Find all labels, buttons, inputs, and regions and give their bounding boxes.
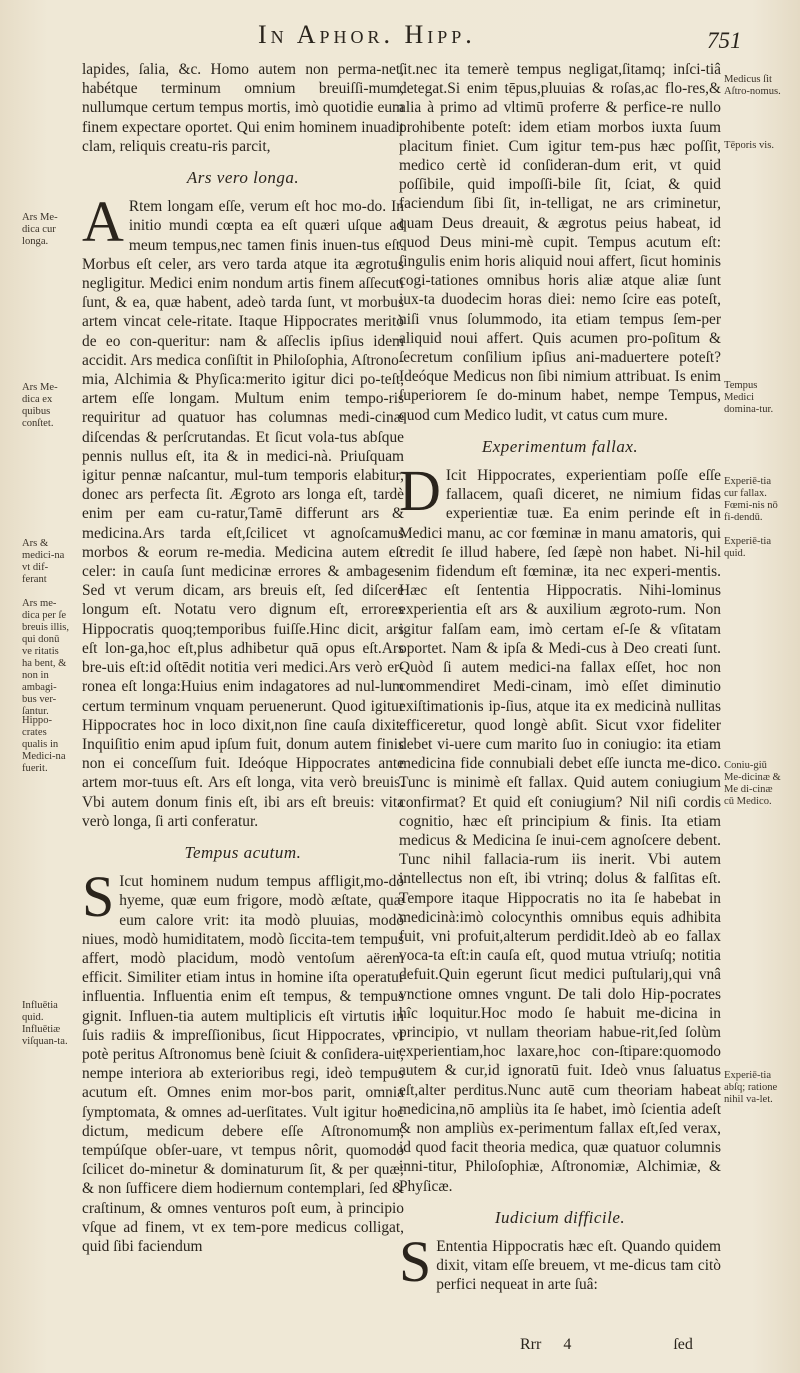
signature-number: 4 [563,1336,572,1353]
margin-note-right: Tempus Medici domina-tur. [724,380,774,415]
left-column [82,60,404,1256]
signature-mark: Rrr [520,1336,542,1353]
running-head: In Aphor. Hipp. [258,20,476,49]
catchword: ſed [673,1336,693,1353]
section-heading-experimentum-fallax: Experimentum fallax. [481,436,639,456]
margin-note-left: Influētia quid. Influētiæ viſquan-ta. [22,1000,68,1047]
margin-note-left: Ars & medici-na vt dif-ferant [22,538,65,585]
margin-note-right: Tēporis vis. [724,140,775,151]
left-paragraph-3: SIcut hominem nudum tempus affligit,mo-dò hyeme, quæ eum frigore, modò æſtate, quæ eum calore vrit: ita modò pluuias, modò niues, modò humiditatem, modò ſiccita-tem tempus affert, modò placidum, modò ventoſum aërem efficit. Similiter etiam intus in homine iſta operatur influentia. Influentia enim eſt tempus, & tempus gignit. Influen-tia autem multiplicis eſt virtutis in ſuis radiis & impreſſionibus, ſicut Hippocrates, vt potè peritus Aſtronomus benè ſciuit & conſidera-uit, nempe interiora ab exterioribus regi, ideò tempus acutum eſt. Omnes enim mor-bos parit, omnia ſymptomata, & omnes ad-uerſitates. Vult igitur hoc dictum, medicum debere eſſe Aſtronomum, tempúſque obſer-uare, vt tempus nôrit, quomodo ſcilicet do-minetur & dominaturum ſit, & per quæ; & non ſufficere diem hodiernum contemplari, ſed & craſtinum, & omnes venturos poſt eum, à principio vſque ad finem, vt ex tem-pore medicus colligat, quid ſibi faciendum [82,864,404,1255]
margin-note-right: Medicus ſit Aſtro-nomus. [724,74,781,97]
page-footer [520,1336,711,1354]
margin-note-left: Ars Me-dica ex quibus conſtet. [22,382,58,429]
section-heading-ars-longa: Ars vero longa. [186,168,300,188]
page-number: 751 [707,28,742,53]
margin-note-right: Experiē-tia abſq; ratione nihil va-let. [724,1070,778,1105]
right-paragraph-1: ſit.nec ita temerè tempus negligat,ſitamq; inſci-tiâ detegat.Si enim tēpus,pluuias & roſas,ac flo-res,& alia à primo ad vltimū proferre & perfice-re nullo prohibente poteſt: idem etiam morbos iuxta ſuum placitum finiet. Cum igitur tem-pus hæc poſſit, medico certè id conſideran-dum erit, vt quid poſſibile, quid impoſſi-bile ſit, ſciat, & quid faciendum ſibi ſit, in-telligat, ne ars criminetur, quam Deus dreauit, & ægrotus peius habeat, id quod Deus mini-mè cupit. Tempus acutum eſt: ſingulis enim horis aliquid noui affert, ſicut hominis cogi-tationes omnibus horis aliæ atque aliæ ſunt iux-ta duodecim horas diei: nemo ſcire eas poteſt, niſi vnus ſolummodo, ita etiam tempus ſem-per aliquid noui affert. Quis acumen pro-poſitum & ſecretum conſilium ipſius ani-maduertere poteſt? Ideóque Medicus non ſibi nimium attribuat. Is enim ſuperiorem ſe do-minum habet, nempe Tempus, quod cum Medico ludit, vt catus cum mure. [399,61,721,424]
margin-note-left: Ars Me-dica cur longa. [22,212,58,247]
margin-note-right: Experiē-tia quid. [724,536,772,559]
margin-note-left: Ars me-dica per ſe breuis illis, qui donū ve ritatis ha bent, & non in ambagi-bus ver-ſantur. [22,598,70,717]
right-paragraph-3: SEntentia Hippocratis hæc eſt. Quando quidem dixit, vitam eſſe breuem, vt me-dicus tam citò perfici nequeat in arte ſuâ: [399,1228,721,1294]
margin-note-right: Coniu-giū Me-dicinæ & Me di-cinæ cū Medico. [724,760,781,807]
left-paragraph-1: lapides, ſalia, &c. Homo autem non perma-net, habétque terminum omnium breuiſſi-mum, nullumque certum tempus mortis, imò quotidie eum finem expectare oportet. Qui enim hominem inuadit clam, reliquis creatu-ris parcit, [82,61,404,155]
page-header [0,14,800,54]
right-column [399,60,721,1295]
section-heading-tempus-acutum: Tempus acutum. [184,842,302,862]
margin-note-right: Experiē-tia cur fallax. Fœmi-nis nō fi-dendū. [724,476,778,523]
section-heading-iudicium-difficile: Iudicium difficile. [494,1207,626,1227]
right-paragraph-2: DIcit Hippocrates, experientiam poſſe eſſe fallacem, quaſi diceret, ne nimium fidas experientiæ tuæ. Ea enim perinde eſt in Medici manu, ac cor fœminæ in manu amatoris, qui credit ſe illud habere, ſed ſæpè non habet. Ni-hil enim fidendum eſt fœminæ, ita nec experi-mentis. Hæc eſt ſententia Hippocratis. Nihi-lominus experientia eſt ars & auxilium ægroto-rum. Non igitur falſam eam, imò certam eſ-ſe & vſitatam oportet. Nam & ipſa & Medi-cus à Deo creati ſunt. Quòd ſi autem medici-na fallax eſſet, hoc non commendiret Medi-cinam, imò eſſet diminutio exiſtimationis ip-ſius, atque ita ex medicinà nullitas efficeretur, quod longè abſit. Sicut vxor fideliter debet vi-uere cum marito ſuo in coniugio: ita etiam medicina fide connubiali debet eſſe iuncta me-dico. Tunc is minimè eſt fallax. Quid autem coniugium confirmat? Et quid eſt coniugium? Nil niſi cordis cognitio, hæc eſt principium & finis. Ita etiam medicus & Medicina ſe inui-cem agnoſcere debent. Tunc nihil fallacia-rum iis inerit. Vbi autem intellectus non eſt, ibi vtrinq; dolus & falſitas eſt. Tempore itaque Hippocratis no ita ſe habebat in medicinà:imò colocynthis omnibus equis adhibita fuit, vni profuit,alterum perdidit.Ideò ab eo fallax voca-ta eſt:in cauſa eſt, quod mutua vtriuſq; notitia defuit.Quin egerunt ſicut medici puſtulariȷ,qui vnâ vnctione omnes vngunt. De tali dolo Hip-pocrates hîc loquitur.Hoc modo ſe habuit me-dicina in principio, vt nullam theoriam habue-rit,ſed ſolùm experientiam,hoc laxare,hoc con-ſtipare:quomodo autem & cur,id ignoratū fuit. Ideò vnus ſaluatus eſt,alter perditus.Nunc autē cum theoriam habeat medicina,nō ampliùs ita ſe habet, imò ſcientia adeſt & non ampliùs ex-perimentum fallax eſt,ſed verax, id quod facit theoria medica, quæ quatuor columnis inni-titur, Philoſophiæ, Aſtronomiæ, Alchimiæ, & Phyſicæ. [399,458,721,1195]
left-paragraph-2: ARtem longam eſſe, verum eſt hoc mo-do. In initio mundi cœpta ea eſt quæri uſque ad meum tempus,nec tamen finis inuen-tus eſt. Morbus eſt celer, ars vero tarda atque ita ægrotus negligitur. Medici enim nondum artis finem aſſecuti ſunt, & ea, quæ habent, adeò tarda ſunt, vt morbus artem vincat cele-ritate. Itaque Hippocrates meritò de eo con-queritur: nam & aſſeclis ipſius idem accidit. Ars medica conſiſtit in Philoſophia, Aſtrono-mia, Alchimia & Phyſica:merito igitur dici po-teſt, artem eſſe longam. Multum enim tempo-ris requiritur ad quatuor has columnas medi-cinæ diſcendas & perſcrutandas. Et ſicut vola-tus abſque pennis nullus eſt, ita & in medici-nà. Priuſquam igitur pennæ naſcantur, mul-tum temporis elabitur, donec ars perfecta ſit. Ægroto ars longa eſt, tardè enim per eam cu-ratur,Tamē differunt ars & medicina.Ars tarda eſt,ſcilicet vt agnoſcamus morbos & eorum re-media. Medicina autem eſt celer: in cauſa ſunt medicinæ errores & ambages. Sed vt verum dicam, ars breuis eſt, ſed diſcere longum eſt. Notatu vero dignum eſt, errores Hippocratis quoq;temporibus fuiſſe.Hinc dicit, ars eſt lon-ga,hoc eſt,plus adhibetur quā opus eſt.Ars bre-uis eſt:id oſtēdit notitia veri medici.Ars verò er-ronea eſt longa:Huius enim indagatores ad nul-lum certum terminum vnquam peruenerunt. Quod igitur Hippocrates hoc in loco dixit,non ſine cauſa dixit. Inquiſitio enim apud ipſum fuit, donum autem finis non ei conceſſum fuit. Ideóque Hippocrates ante artem mor-tuus eſt. Ars eſt longa, vita verò breuis. Vbi autem donum finis eſt, ibi ars eſt breuis: vita verò longa, ſi arti conferatur. [82,189,404,830]
margin-note-left: Hippo-crates qualis in Medici-na fuerit. [22,715,66,774]
